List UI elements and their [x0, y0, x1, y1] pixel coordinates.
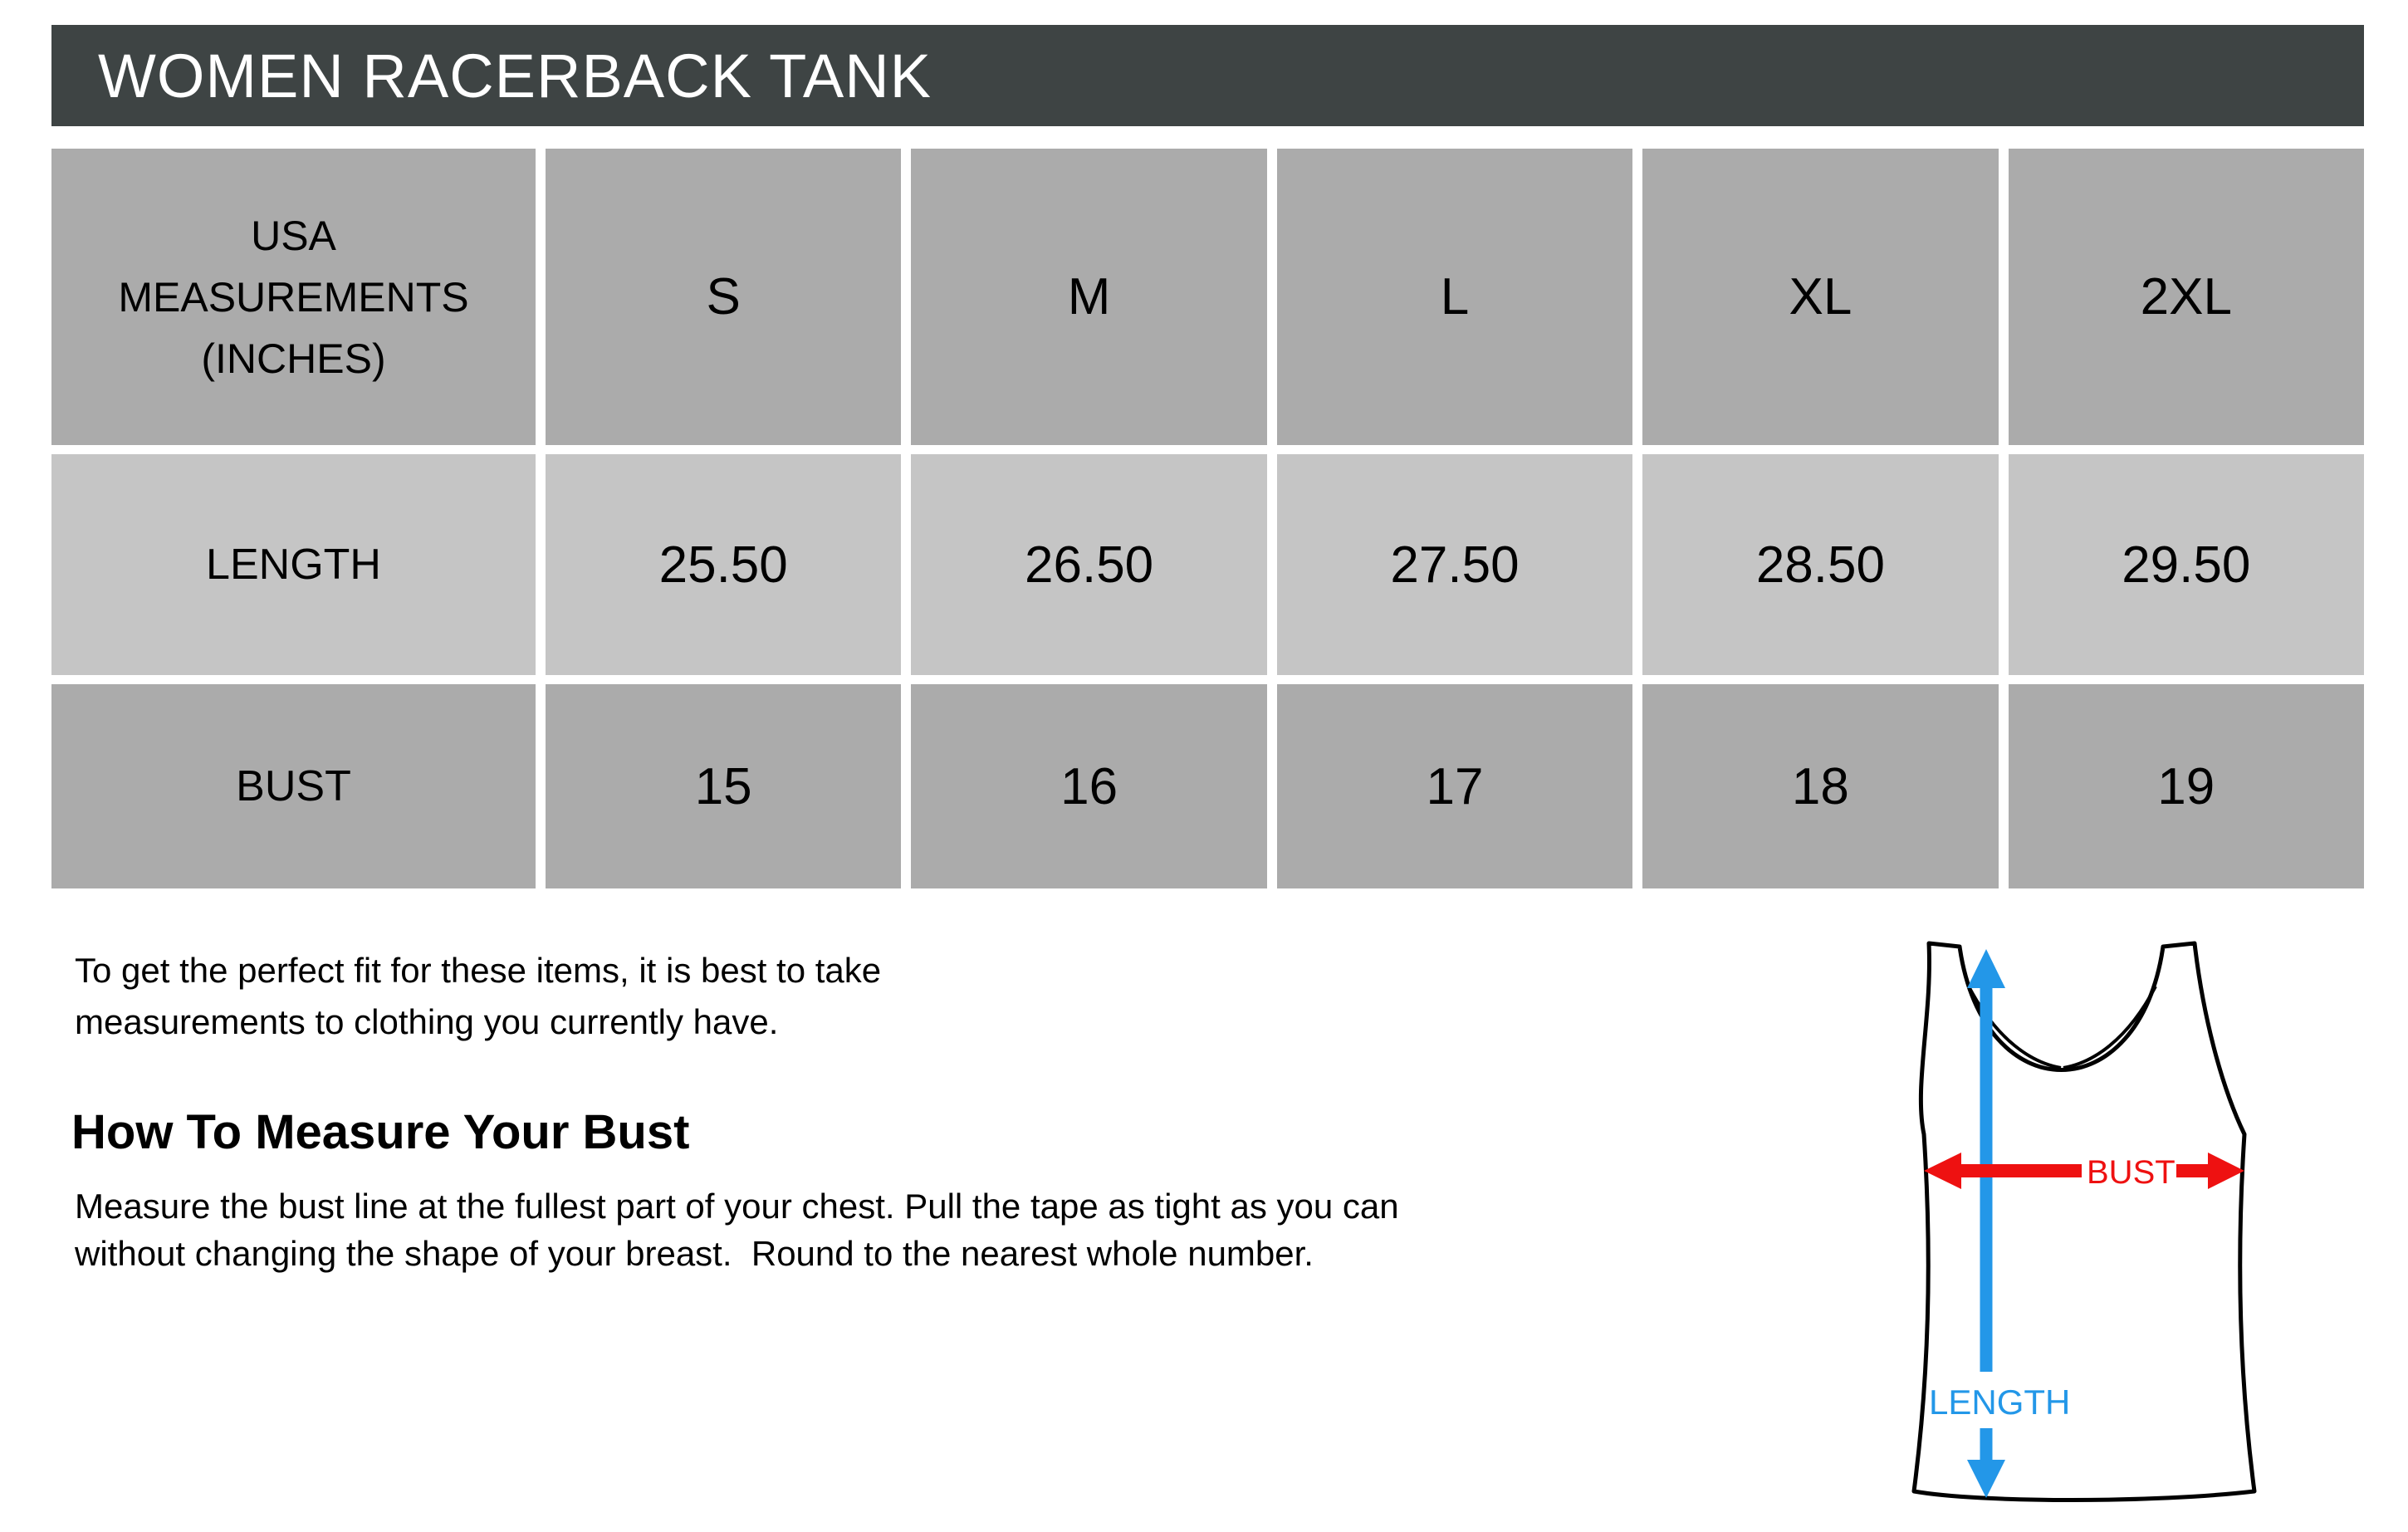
length-arrowhead-up-icon: [1967, 949, 2005, 988]
table-value: 16: [1060, 757, 1118, 815]
header-cell-size-2xl: [2009, 149, 2364, 445]
title-bar: [51, 25, 2364, 126]
header-line-measurements: MEASUREMENTS: [118, 273, 469, 321]
table-value: 26.50: [1025, 536, 1154, 594]
how-to-line-2: without changing the shape of your breast. Round to the nearest whole number.: [75, 1234, 1314, 1273]
bust-value-l: [1277, 684, 1632, 888]
bust-arrow-label: BUST: [2087, 1154, 2176, 1191]
fit-note: [75, 945, 881, 1048]
length-value-xl: [1642, 454, 1998, 675]
bust-value-xl: [1642, 684, 1998, 888]
header-line-inches: (INCHES): [201, 335, 386, 382]
table-value: 19: [2157, 757, 2215, 815]
size-2xl-label: 2XL: [2140, 268, 2232, 325]
header-cell-size-m: [911, 149, 1266, 445]
tank-top-diagram: [1872, 937, 2263, 1526]
bust-value-m: [911, 684, 1266, 888]
row-label-length: [51, 454, 536, 675]
size-l-label: L: [1440, 268, 1470, 325]
table-value: 15: [694, 757, 752, 815]
row-label-bust: [51, 684, 536, 888]
size-xl-label: XL: [1789, 268, 1852, 325]
header-cell-measurements: [51, 149, 536, 445]
fit-note-line-2: measurements to clothing you currently have.: [75, 1002, 779, 1041]
page-title: WOMEN RACERBACK TANK: [98, 41, 932, 110]
how-to-measure-paragraph: [75, 1182, 1399, 1277]
bust-value-s: [546, 684, 901, 888]
bust-value-2xl: [2009, 684, 2364, 888]
length-arrow-label: LENGTH: [1929, 1383, 2071, 1422]
how-to-measure-heading: How To Measure Your Bust: [71, 1105, 690, 1159]
table-value: 18: [1791, 757, 1849, 815]
bust-arrow-shaft-left: [1955, 1164, 2082, 1177]
bust-label: BUST: [236, 762, 351, 810]
header-cell-size-s: [546, 149, 901, 445]
header-line-usa: USA: [251, 212, 336, 259]
length-value-s: [546, 454, 901, 675]
size-m-label: M: [1067, 268, 1111, 325]
table-value: 17: [1426, 757, 1484, 815]
header-cell-size-xl: [1642, 149, 1998, 445]
table-value: 25.50: [658, 536, 788, 594]
bust-arrow-shaft-right: [2176, 1164, 2210, 1177]
size-table: [51, 149, 2364, 888]
header-cell-size-l: [1277, 149, 1632, 445]
table-value: 27.50: [1390, 536, 1520, 594]
size-s-label: S: [706, 268, 741, 325]
length-value-l: [1277, 454, 1632, 675]
how-to-line-1: Measure the bust line at the fullest part of your chest. Pull the tape as tight as you can: [75, 1187, 1399, 1226]
length-label: LENGTH: [206, 541, 381, 589]
table-value: 28.50: [1755, 536, 1885, 594]
table-value: 29.50: [2122, 536, 2251, 594]
length-value-m: [911, 454, 1266, 675]
length-arrow-shaft-bottom: [1980, 1428, 1993, 1461]
length-value-2xl: [2009, 454, 2364, 675]
fit-note-line-1: To get the perfect fit for these items, it is best to take: [75, 951, 882, 990]
